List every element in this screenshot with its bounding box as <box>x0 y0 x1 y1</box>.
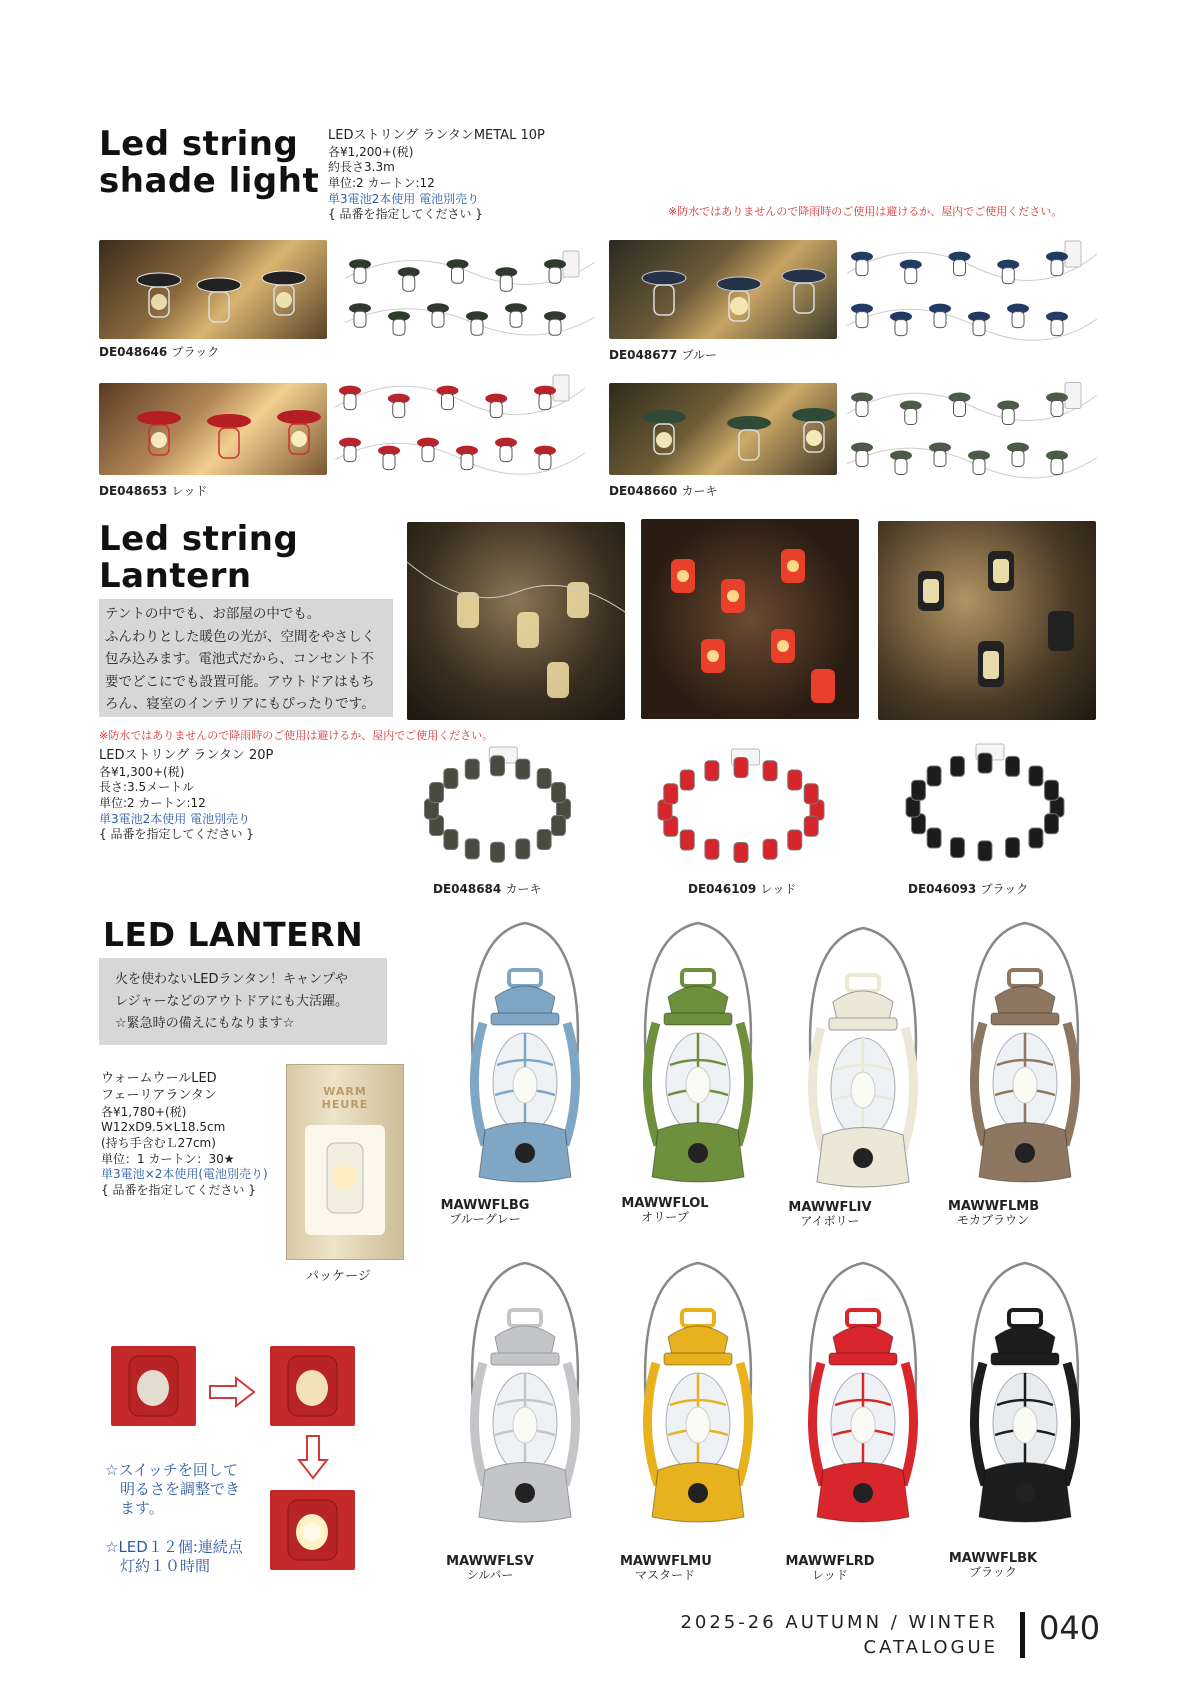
section1-heading <box>99 126 319 199</box>
dimmer-photo-bright <box>270 1490 355 1570</box>
description-line: 要でどこにでも設置可能。アウトドアはもち <box>105 673 375 690</box>
lantern-image-ol <box>628 915 768 1190</box>
lantern-image-bg <box>455 915 595 1190</box>
variant-color: シルバー <box>466 1568 514 1583</box>
description-line: ☆緊急時の備えにもなります☆ <box>115 1016 295 1031</box>
length: 約長さ3.3m <box>328 160 395 175</box>
variant-label-de046109: DE046109 レッド <box>688 882 797 896</box>
product-photo-khaki-string <box>842 370 1107 495</box>
lantern-string-cutout-black <box>895 740 1075 862</box>
section1-heading-line1: Led string <box>99 124 299 164</box>
order-note: { 品番を指定してください } <box>99 827 254 842</box>
lantern-label-mb <box>948 1200 1038 1227</box>
variant-code: MAWWFLBG <box>440 1198 530 1213</box>
section3-description <box>99 958 387 1045</box>
description-line: 火を使わないLEDランタン！キャンプや <box>115 972 348 987</box>
variant-code: MAWWFLMB <box>948 1199 1040 1214</box>
arrow-right-icon <box>208 1376 256 1408</box>
lantern-label-ol <box>620 1197 710 1224</box>
section2-description <box>99 599 393 717</box>
variant-color: ブルーグレー <box>449 1212 521 1227</box>
variant-color: モカブラウン <box>956 1213 1029 1228</box>
section1-warning: ※防水ではありませんので降雨時のご使用は避けるか、屋内でご使用ください。 <box>668 205 1063 218</box>
lantern-label-bk <box>948 1552 1038 1579</box>
lantern-label-rd <box>785 1555 875 1582</box>
lantern-label-mu <box>620 1555 710 1582</box>
product-photo-black-lifestyle <box>99 240 327 339</box>
lantern-string-cutout-red <box>646 745 836 863</box>
lantern-label-iv <box>785 1201 875 1228</box>
variant-code: MAWWFLOL <box>621 1196 709 1211</box>
product-photo-blue-lifestyle <box>609 240 837 339</box>
lantern-string-photo-khaki <box>407 522 625 720</box>
lantern-image-mu <box>628 1255 768 1530</box>
package-window <box>305 1125 385 1235</box>
lantern-label-bg <box>440 1199 530 1226</box>
variant-label-de048677: DE048677 ブルー <box>609 348 717 362</box>
description-line: ふんわりとした暖色の光が、空間をやさしく <box>105 628 375 645</box>
product-name-line2: フェーリアランタン <box>101 1087 217 1103</box>
section2-heading-line2: Lantern <box>99 555 252 596</box>
variant-code: MAWWFLIV <box>788 1200 872 1215</box>
variant-label-de048684: DE048684 カーキ <box>433 882 542 896</box>
product-photo-red-lifestyle <box>99 383 327 475</box>
feature-dimmer: ☆スイッチを回して 明るさを調整でき ます。 <box>105 1461 241 1517</box>
footer-catalogue <box>680 1610 998 1660</box>
product-photo-black-string <box>340 240 605 350</box>
order-note: { 品番を指定してください } <box>328 207 483 222</box>
variant-code: MAWWFLMU <box>620 1554 712 1569</box>
footer-divider <box>1020 1612 1025 1658</box>
package-image <box>286 1064 404 1260</box>
variant-color: オリーブ <box>641 1210 689 1225</box>
variant-code: MAWWFLRD <box>785 1554 875 1569</box>
arrow-down-icon <box>297 1434 329 1480</box>
lantern-string-cutout-khaki <box>415 743 580 863</box>
size-note: (持ち手含むＬ27cm) <box>101 1135 216 1150</box>
feature-led-runtime: ☆LED１２個:連続点 灯約１０時間 <box>105 1538 243 1575</box>
product-photo-blue-string <box>842 228 1107 358</box>
variant-color: ブラック <box>969 1565 1017 1580</box>
product-name-line1: ウォームウールLED <box>101 1071 217 1086</box>
footer-season: 2025-26 AUTUMN / WINTER <box>680 1612 998 1633</box>
lantern-image-iv <box>793 920 933 1195</box>
section3-heading: LED LANTERN <box>103 915 364 954</box>
section1-heading-line2: shade light <box>99 160 320 201</box>
price: 各¥1,200+(税) <box>328 144 414 159</box>
lantern-image-rd <box>793 1255 933 1530</box>
section2-heading-line1: Led string <box>99 519 299 559</box>
variant-label-de048646: DE048646 ブラック <box>99 345 220 359</box>
description-line: テントの中でも、お部屋の中でも。 <box>105 606 321 622</box>
battery-note: 単3電池2本使用 電池別売り <box>328 191 480 206</box>
variant-code: MAWWFLSV <box>446 1554 534 1569</box>
variant-color: レッド <box>812 1568 848 1583</box>
unit-carton: 単位：1 カートン：30★ <box>101 1151 235 1166</box>
lantern-string-photo-red <box>641 519 859 719</box>
dimmer-photo-dim <box>270 1346 355 1426</box>
product-name: LEDストリング ランタン 20P <box>99 748 274 763</box>
variant-code: MAWWFLBK <box>948 1551 1038 1566</box>
dimmer-photo-off <box>111 1346 196 1426</box>
unit-carton: 単位:2 カートン:12 <box>99 796 206 811</box>
product-photo-red-string <box>330 362 595 492</box>
price: 各¥1,780+(税) <box>101 1104 187 1119</box>
variant-color: アイボリー <box>800 1214 860 1229</box>
variant-label-de046093: DE046093 ブラック <box>908 882 1029 896</box>
variant-label-de048660: DE048660 カーキ <box>609 484 718 498</box>
product-photo-khaki-lifestyle <box>609 383 837 475</box>
section3-spec <box>101 1071 268 1198</box>
product-name: LEDストリング ランタンMETAL 10P <box>328 128 545 143</box>
variant-color: マスタード <box>634 1568 695 1583</box>
length: 長さ:3.5メートル <box>99 780 195 795</box>
package-label: パッケージ <box>306 1269 371 1284</box>
description-line: レジャーなどのアウトドアにも大活躍。 <box>115 994 349 1009</box>
section2-heading <box>99 521 298 594</box>
price: 各¥1,300+(税) <box>99 764 185 779</box>
unit-carton: 単位:2 カートン:12 <box>328 176 435 191</box>
section1-spec <box>328 128 545 223</box>
package-brand: WARM HEURE <box>321 1085 369 1111</box>
lantern-image-sv <box>455 1255 595 1530</box>
order-note: { 品番を指定してください } <box>101 1182 256 1197</box>
size: W12xD9.5×L18.5cm <box>101 1120 226 1135</box>
footer-catalogue-label: CATALOGUE <box>863 1637 998 1658</box>
battery-note: 単3電池2本使用 電池別売り <box>99 811 251 826</box>
lantern-string-photo-black <box>878 521 1096 720</box>
lantern-image-bk <box>955 1255 1095 1530</box>
description-line: 包み込みます。電池式だから、コンセント不 <box>105 651 374 667</box>
section2-warning: ※防水ではありませんので降雨時のご使用は避けるか、屋内でご使用ください。 <box>99 729 494 742</box>
description-line: ろん、寝室のインテリアにもぴったりです。 <box>105 696 375 712</box>
section2-spec <box>99 748 273 843</box>
page-number: 040 <box>1039 1609 1101 1647</box>
battery-note: 単3電池×2本使用(電池別売り) <box>101 1167 268 1182</box>
lantern-label-sv <box>445 1555 535 1582</box>
variant-label-de048653: DE048653 レッド <box>99 484 208 498</box>
lantern-image-mb <box>955 915 1095 1190</box>
